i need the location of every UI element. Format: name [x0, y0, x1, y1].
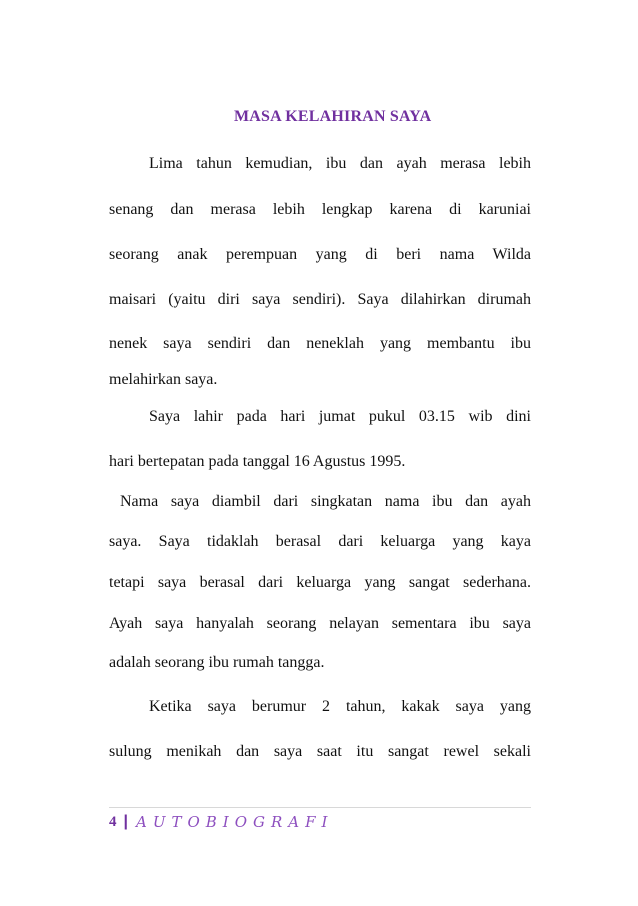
paragraph-line: Ketika saya berumur 2 tahun, kakak saya yang [149, 698, 531, 715]
page-footer [109, 811, 333, 833]
paragraph-line: senang dan merasa lebih lengkap karena di karuniai [109, 201, 531, 218]
paragraph-line: Lima tahun kemudian, ibu dan ayah merasa lebih [149, 155, 531, 172]
paragraph-line: Nama saya diambil dari singkatan nama ibu dan ayah [120, 493, 531, 510]
paragraph-line: adalah seorang ibu rumah tangga. [109, 654, 325, 671]
page-title: MASA KELAHIRAN SAYA [234, 108, 432, 125]
paragraph-line: nenek saya sendiri dan neneklah yang membantu ibu [109, 335, 531, 352]
paragraph-line: hari bertepatan pada tanggal 16 Agustus 1995. [109, 453, 406, 470]
running-title: AUTOBIOGRAFI [135, 813, 334, 831]
paragraph-line: seorang anak perempuan yang di beri nama Wilda [109, 246, 531, 263]
paragraph-line: tetapi saya berasal dari keluarga yang sangat sederhana. [109, 574, 531, 591]
paragraph-line: saya. Saya tidaklah berasal dari keluarga yang kaya [109, 533, 531, 550]
paragraph-line: Ayah saya hanyalah seorang nelayan sementara ibu saya [109, 615, 531, 632]
paragraph-line: sulung menikah dan saya saat itu sangat rewel sekali [109, 743, 531, 760]
paragraph-line: Saya lahir pada hari jumat pukul 03.15 wib dini [149, 408, 531, 425]
footer-separator: | [123, 813, 128, 830]
paragraph-line: maisari (yaitu diri saya sendiri). Saya dilahirkan dirumah [109, 291, 531, 308]
paragraph-line: melahirkan saya. [109, 371, 218, 388]
footer-divider [109, 807, 531, 808]
page-number: 4 [109, 813, 117, 830]
